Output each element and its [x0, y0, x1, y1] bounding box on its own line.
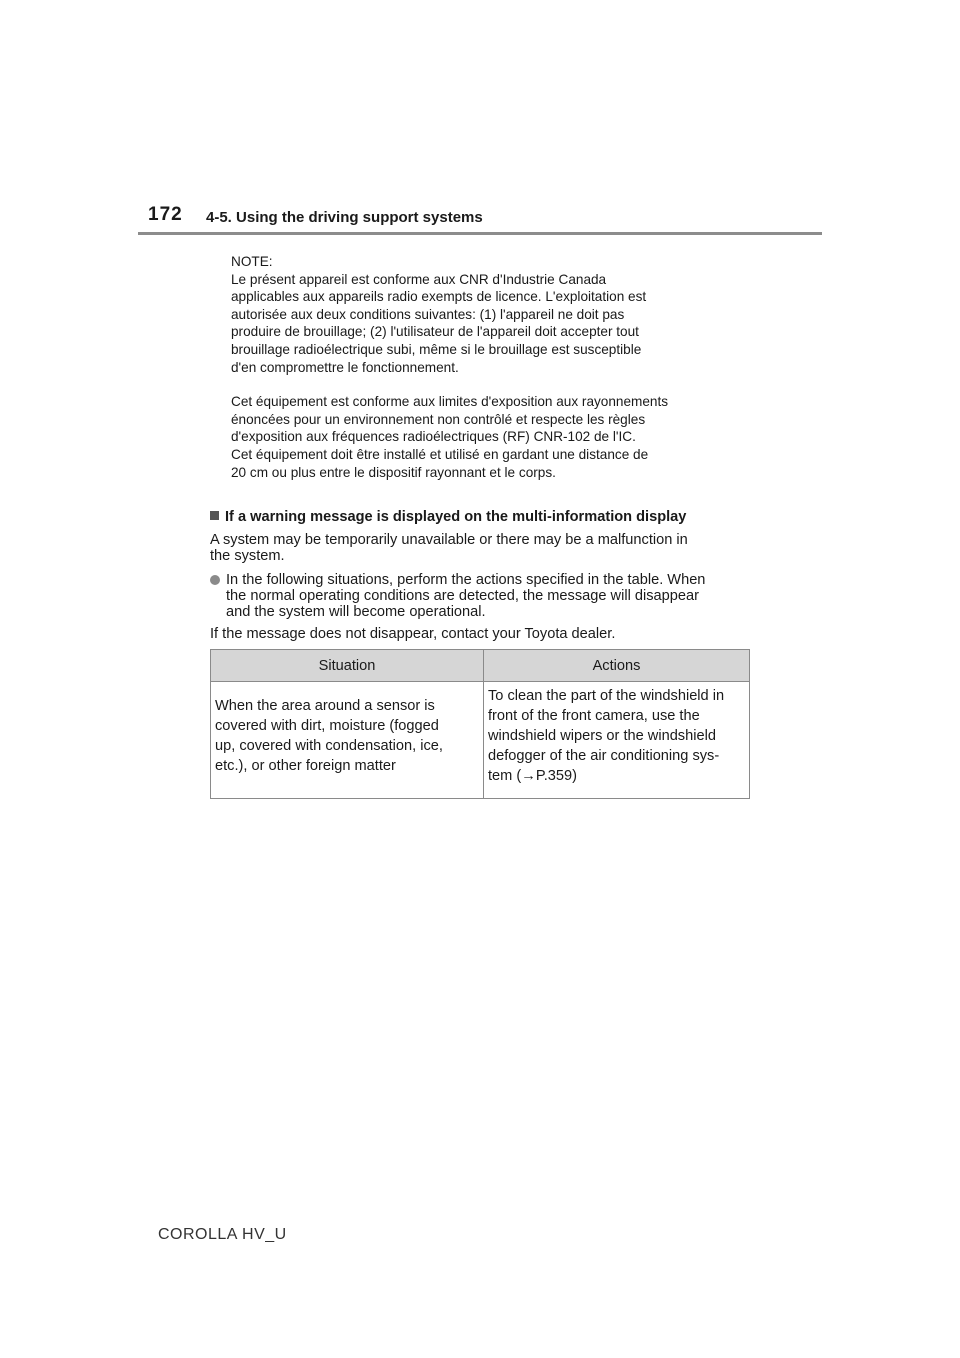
note-line: applicables aux appareils radio exempts de licence. L'exploitation est	[231, 289, 647, 305]
note-line: d'en compromettre le fonctionnement.	[231, 359, 459, 375]
note-line: autorisée aux deux conditions suivantes: (1) l'appareil ne doit pas	[231, 306, 625, 322]
bullet-line: the normal operating conditions are detected, the message will disappear	[226, 588, 699, 604]
table-header-row	[211, 650, 750, 682]
cell-line: When the area around a sensor is	[215, 698, 435, 714]
note-gap	[231, 376, 751, 393]
page-reference-link[interactable]: P.359	[535, 768, 573, 784]
note-line: 20 cm ou plus entre le dispositif rayonnant et le corps.	[231, 464, 556, 480]
cell-line: etc.), or other foreign matter	[215, 758, 396, 774]
situation-actions-table	[210, 649, 750, 799]
page-header	[138, 200, 822, 236]
note-line: Le présent appareil est conforme aux CNR d'Industrie Canada	[231, 271, 607, 287]
note-line: NOTE:	[231, 254, 273, 269]
note-line: d'exposition aux fréquences radioélectriques (RF) CNR-102 de l'IC.	[231, 429, 636, 445]
cell-line: windshield wipers or the windshield	[488, 728, 716, 744]
section-subheading	[210, 509, 686, 525]
note-line: brouillage radioélectrique subi, même si le brouillage est susceptible	[231, 341, 642, 357]
section-title: 4-5. Using the driving support systems	[206, 209, 483, 226]
header-rule	[138, 232, 822, 235]
contact-paragraph: If the message does not disappear, contact your Toyota dealer.	[210, 626, 616, 642]
subheading-text: If a warning message is displayed on the multi-information display	[225, 509, 687, 525]
footer-model-code: COROLLA HV_U	[158, 1226, 287, 1243]
note-line: énoncées pour un environnement non contrôlé et respecte les règles	[231, 411, 646, 427]
cell-line	[488, 766, 745, 786]
intro-paragraph	[210, 532, 755, 564]
cell-line: To clean the part of the windshield in	[488, 688, 725, 704]
intro-line: A system may be temporarily unavailable or there may be a malfunction in	[210, 532, 688, 548]
note-line: Cet équipement est conforme aux limites d'exposition aux rayonnements	[231, 394, 669, 410]
cell-text: tem (	[488, 768, 522, 784]
square-bullet-icon	[210, 511, 219, 520]
intro-line: the system.	[210, 548, 285, 564]
cell-line: defogger of the air conditioning sys-	[488, 748, 720, 764]
situation-cell	[211, 682, 484, 799]
note-line: produire de brouillage; (2) l'utilisateur de l'appareil doit accepter tout	[231, 324, 639, 340]
bullet-item	[210, 572, 755, 620]
cell-line: front of the front camera, use the	[488, 708, 700, 724]
header-situation: Situation	[211, 650, 484, 682]
cell-line: covered with dirt, moisture (fogged	[215, 718, 439, 734]
note-line: Cet équipement doit être installé et utilisé en gardant une distance de	[231, 446, 649, 462]
bullet-line: In the following situations, perform the actions specified in the table. When	[226, 572, 706, 588]
table-row	[211, 682, 750, 799]
cell-line: up, covered with condensation, ice,	[215, 738, 443, 754]
bullet-line: and the system will become operational.	[226, 604, 486, 620]
header-actions: Actions	[484, 650, 750, 682]
arrow-right-icon: →	[521, 768, 536, 784]
page-number: 172	[148, 204, 183, 225]
regulatory-note	[231, 253, 751, 481]
circle-bullet-icon	[210, 575, 220, 585]
cell-text: )	[572, 768, 577, 784]
actions-cell	[484, 682, 750, 799]
